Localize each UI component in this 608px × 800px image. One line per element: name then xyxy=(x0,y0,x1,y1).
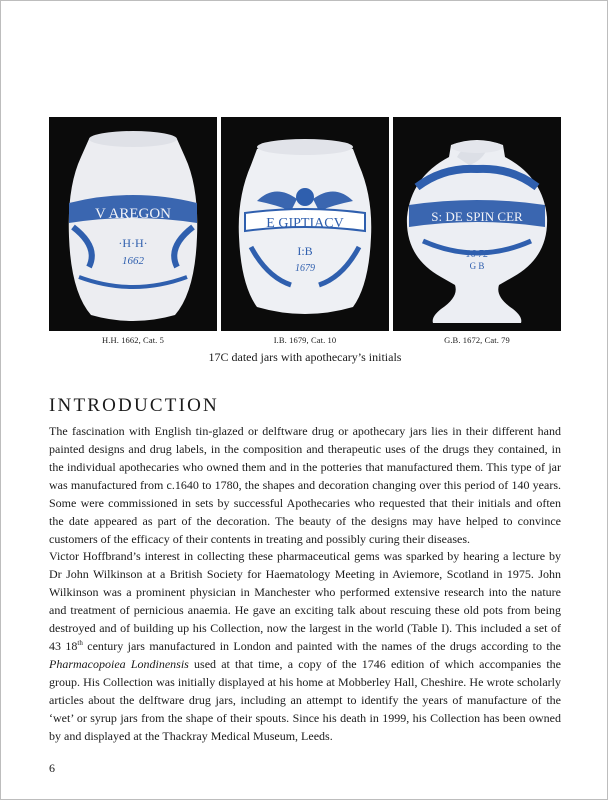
jar-year-text: 16 72 xyxy=(465,249,489,260)
pharmacopoeia-title: Pharmacopoiea Londinensis xyxy=(49,657,189,671)
paragraph-collection xyxy=(49,547,561,745)
jar-caption-1: H.H. 1662, Cat. 5 xyxy=(102,335,164,345)
jar-photo-gb-1672 xyxy=(393,117,561,331)
paragraph-intro: The fascination with English tin-glazed or delftware drug or apothecary jars lies in their different hand painted designs and drug labels, in the composition and therapeutic uses of the drugs they contained, in the individual apothecaries who owned them and in the potteries that manufactured them. This type of jar was manufactured from c.1640 to 1780, the shapes and decoration changing over this period of 140 years. Some were commissioned in sets by successful Apothecaries who requested that their initials and often the date appeared as part of the decoration. The beauty of the designs may have helped to convince customers of the efficacy of their contents in treating and possibly curing their diseases. xyxy=(49,424,561,546)
jar-year-text: 1679 xyxy=(295,263,315,274)
jar-hh-illustration xyxy=(49,117,217,331)
paragraph-collection-part1: Victor Hoffbrand’s interest in collecting these pharmaceutical gems was sparked by hearing a lecture by Dr John Wilkinson at a British Society for Haematology Meeting in Aviemore, Scotland in 1975. John Wilkinson was a prominent physician in Manchester who performed extensive research into the nature and treatment of pernicious anaemia. He gave an exciting talk about rescuing these old pots from being destroyed and of building up his Collection, now the largest in the world (Table I). This included a set of 43 18 xyxy=(49,549,561,653)
jar-photo-row xyxy=(49,117,561,331)
jar-label-text: S: DE SPIN CER xyxy=(431,209,523,224)
figure-caption: 17C dated jars with apothecary’s initials xyxy=(208,350,402,364)
jar-caption-3: G.B. 1672, Cat. 79 xyxy=(444,335,510,345)
jar-initials-text: G B xyxy=(469,261,485,271)
jar-gb-illustration xyxy=(393,117,561,331)
ordinal-superscript: th xyxy=(77,639,83,647)
paragraph-collection-part3: used at that time, a copy of the 1746 edition of which accompanies the group. His Collection was initially displayed at his home at Mobberley Hall, Cheshire. He wrote scholarly articles about the delftware drug jars, including an attempt to identify the years of manufacture of the ‘wet’ or syrup jars from the shape of their spouts. Since his death in 1999, his Collection has been owned by and displayed at the Thackray Medical Museum, Leeds. xyxy=(49,657,561,743)
section-heading: INTRODUCTION xyxy=(49,395,219,416)
page-number: 6 xyxy=(49,761,55,775)
jar-label-text: V AREGON xyxy=(95,206,171,222)
jar-photo-hh-1662 xyxy=(49,117,217,331)
jar-label-text: E GIPTIACV xyxy=(266,216,344,231)
jar-initials-text: I:B xyxy=(297,244,313,258)
jar-year-text: 1662 xyxy=(122,255,144,267)
jar-ib-illustration xyxy=(221,117,389,331)
jar-initials-text: ·H·H· xyxy=(118,236,148,250)
jar-photo-ib-1679 xyxy=(221,117,389,331)
jar-caption-2: I.B. 1679, Cat. 10 xyxy=(273,335,337,345)
paragraph-collection-part2: century jars manufactured in London and painted with the names of the drugs according to the xyxy=(82,639,562,653)
